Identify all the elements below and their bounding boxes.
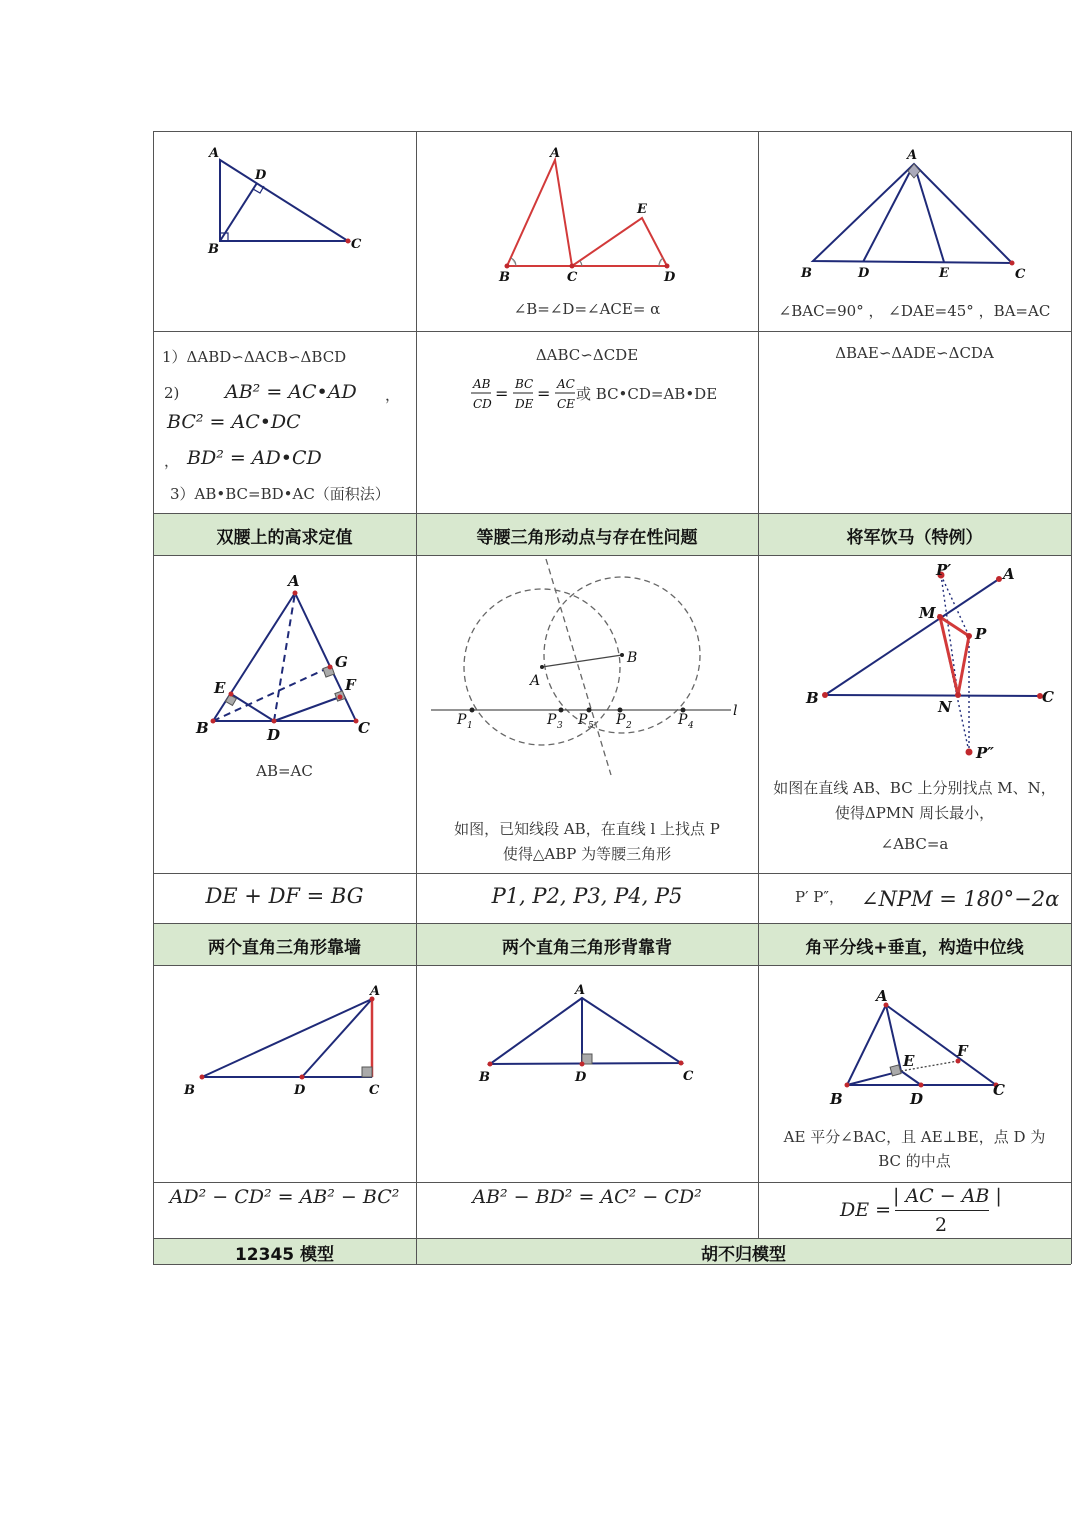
svg-text:4: 4	[688, 721, 694, 731]
label-B: B	[499, 270, 510, 285]
figure-isosceles-altitudes	[153, 555, 416, 873]
label-M: M	[919, 604, 936, 622]
label-B: B	[479, 1070, 490, 1085]
label-F: F	[957, 1042, 968, 1060]
svg-text:BC: BC	[515, 377, 534, 391]
label-B: B	[830, 1090, 843, 1108]
r2c3-line1: ΔBAE∽ΔADE∽ΔCDA	[835, 344, 994, 362]
label-C: C	[567, 270, 578, 285]
label-D: D	[255, 168, 267, 183]
header1-col2: 等腰三角形动点与存在性问题	[476, 528, 698, 548]
label-D: D	[575, 1070, 587, 1085]
label-B: B	[196, 719, 209, 737]
r2c1-line5: 3）AB•BC=BD•AC（面积法）	[170, 485, 390, 503]
label-D: D	[664, 270, 676, 285]
r2c2-proportion	[470, 374, 730, 416]
label-N: N	[938, 698, 952, 716]
label-F: F	[345, 676, 356, 694]
svg-text:CE: CE	[557, 397, 575, 411]
r2c1-line1: 1）ΔABD∽ΔACB∽ΔBCD	[162, 348, 347, 366]
label-P5: P	[578, 712, 588, 728]
r2c1-line2b: AB² = AC•AD	[225, 381, 357, 403]
label-E: E	[939, 266, 949, 281]
fig3-caption: ∠BAC=90° ， ∠DAE=45° ，BA=AC	[778, 302, 1051, 320]
fig6-caption-1: 如图在直线 AB、BC 上分别找点 M、N，	[773, 779, 1056, 797]
fig9-caption-2: BC 的中点	[878, 1152, 951, 1170]
label-E: E	[637, 202, 647, 217]
label-A: A	[530, 673, 541, 689]
svg-text:1: 1	[467, 721, 473, 731]
label-E: E	[214, 679, 226, 697]
svg-text:AB: AB	[473, 377, 491, 391]
fig4-caption: AB=AC	[256, 762, 313, 780]
header3-col1: 12345 模型	[234, 1245, 335, 1265]
r6c3-lhs: DE =	[840, 1199, 892, 1221]
r2c1-line3: BC² = AC•DC	[167, 411, 301, 433]
r4c2: P1, P2, P3, P4, P5	[491, 884, 683, 908]
svg-text:或 BC•CD=AB•DE: 或 BC•CD=AB•DE	[576, 385, 718, 403]
label-D: D	[858, 266, 870, 281]
svg-text:=: =	[537, 384, 551, 403]
label-A: A	[550, 146, 561, 161]
r6c2: AB² − BD² = AC² − CD²	[472, 1186, 702, 1208]
fig5-caption-2: 使得△ABP 为等腰三角形	[502, 845, 672, 863]
svg-text:5: 5	[588, 721, 594, 731]
label-C: C	[993, 1081, 1005, 1099]
label-P1: P	[457, 712, 467, 728]
label-C: C	[351, 237, 362, 252]
label-B: B	[801, 266, 812, 281]
label-P-double-prime: P″	[976, 744, 994, 762]
r2c1-line4a: ，	[164, 452, 180, 470]
r6c3-den: 2	[934, 1214, 948, 1236]
label-A: A	[1003, 565, 1015, 583]
label-C: C	[1042, 688, 1054, 706]
fig5-caption-1: 如图，已知线段 AB，在直线 l 上找点 P	[454, 820, 720, 838]
label-B: B	[806, 689, 819, 707]
r2c1-line4b: BD² = AD•CD	[187, 447, 322, 469]
label-C: C	[1015, 267, 1026, 282]
label-G: G	[335, 653, 348, 671]
label-A: A	[209, 146, 220, 161]
figure-right-triangles-wall	[153, 965, 416, 1182]
label-A: A	[876, 987, 888, 1005]
label-B: B	[208, 242, 219, 257]
svg-text:DE: DE	[515, 397, 534, 411]
fig9-caption-1: AE 平分∠BAC，且 AE⊥BE，点 D 为	[783, 1128, 1046, 1146]
svg-text:=: =	[495, 384, 509, 403]
fig6-caption-3: ∠ABC=a	[880, 835, 949, 853]
header2-col1: 两个直角三角形靠墙	[208, 938, 361, 958]
label-A: A	[288, 572, 300, 590]
r2c1-line2a: 2)	[164, 384, 180, 402]
figure-right-triangles-back-to-back	[416, 965, 758, 1182]
label-D: D	[267, 726, 281, 744]
label-C: C	[683, 1069, 694, 1084]
label-P-prime: P′	[936, 561, 952, 579]
header3-col23: 胡不归模型	[701, 1245, 786, 1265]
r6c1: AD² − CD² = AB² − BC²	[169, 1186, 400, 1208]
label-B: B	[627, 650, 638, 666]
r4c3b: ∠NPM = 180°−2α	[861, 887, 1060, 911]
label-C: C	[369, 1083, 380, 1098]
r2c1-line2c: ，	[385, 386, 401, 404]
label-A: A	[907, 148, 918, 163]
label-A: A	[575, 983, 586, 998]
fig2-caption: ∠B=∠D=∠ACE= α	[513, 300, 661, 318]
figure-general-horse-drinking	[758, 555, 1071, 873]
fig6-caption-2: 使得ΔPMN 周长最小，	[834, 804, 995, 822]
label-P4: P	[678, 712, 688, 728]
svg-text:3: 3	[557, 721, 563, 731]
r2c2-line1: ΔABC∽ΔCDE	[535, 346, 639, 364]
svg-text:2: 2	[626, 721, 632, 731]
header2-col3: 角平分线+垂直，构造中位线	[805, 938, 1024, 958]
label-P3: P	[547, 712, 557, 728]
header2-col2: 两个直角三角形背靠背	[502, 938, 672, 958]
label-P: P	[975, 625, 987, 643]
figure-right-triangle-altitude	[153, 131, 416, 331]
r4c3a: P′ P″，	[795, 888, 844, 906]
label-l: l	[733, 703, 738, 719]
r4c1: DE + DF = BG	[205, 884, 364, 908]
header1-col1: 双腰上的高求定值	[216, 528, 353, 548]
label-E: E	[903, 1052, 915, 1070]
label-B: B	[184, 1083, 195, 1098]
label-D: D	[910, 1090, 924, 1108]
svg-text:AC: AC	[557, 377, 575, 391]
header1-col3: 将军饮马（特例）	[846, 528, 983, 548]
label-P2: P	[616, 712, 626, 728]
label-D: D	[294, 1083, 306, 1098]
label-A: A	[370, 984, 381, 999]
label-C: C	[358, 719, 370, 737]
r6c3-num: | AC − AB |	[893, 1185, 1002, 1207]
svg-text:CD: CD	[473, 397, 492, 411]
